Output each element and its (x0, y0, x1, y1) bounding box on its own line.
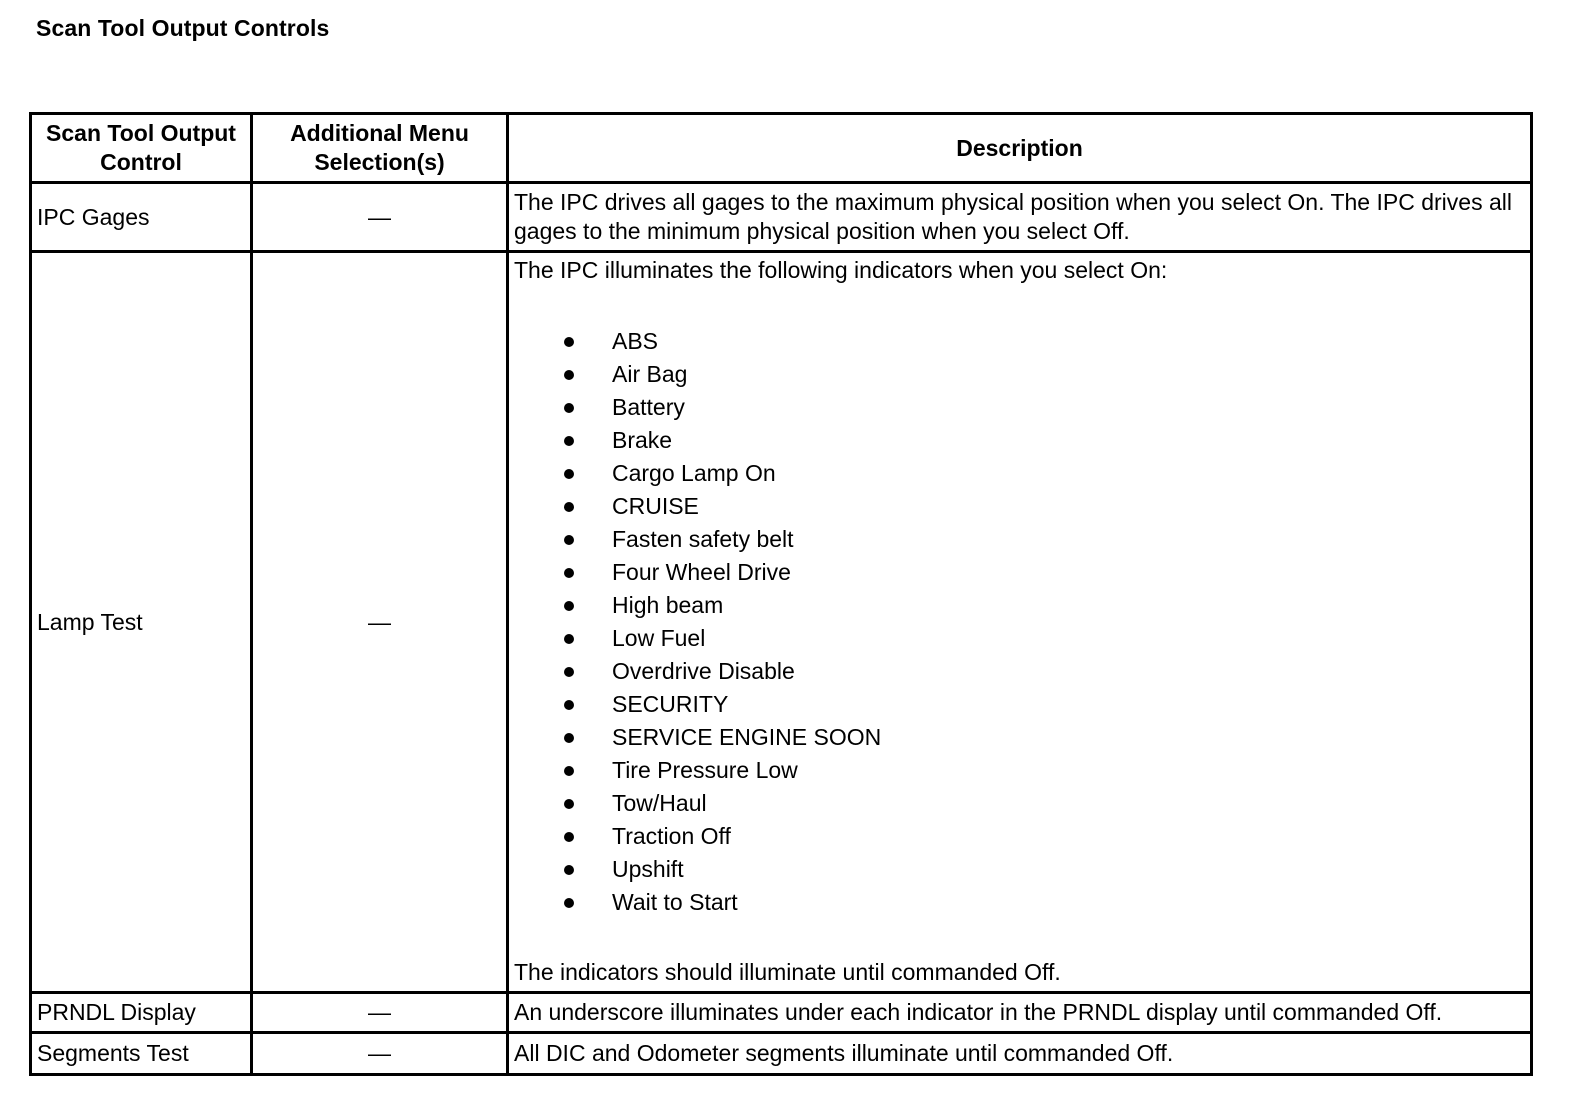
bullet-icon (564, 667, 574, 677)
header-control: Scan Tool Output Control (31, 114, 252, 183)
indicator-label: Overdrive Disable (612, 658, 795, 684)
control-cell: IPC Gages (31, 183, 252, 252)
list-item (514, 556, 1524, 589)
bullet-icon (564, 502, 574, 512)
indicator-label: High beam (612, 592, 724, 618)
list-item (514, 325, 1524, 358)
lamp-test-outro: The indicators should illuminate until commanded Off. (514, 959, 1061, 985)
lamp-test-intro: The IPC illuminates the following indicators when you select On: (514, 257, 1168, 283)
menu-cell: — (252, 183, 508, 252)
description-cell: An underscore illuminates under each indicator in the PRNDL display until commanded Off. (508, 993, 1532, 1033)
bullet-icon (564, 832, 574, 842)
page-title: Scan Tool Output Controls (36, 15, 330, 41)
bullet-icon (564, 370, 574, 380)
table-row (31, 183, 1532, 252)
bullet-icon (564, 700, 574, 710)
indicator-label: SERVICE ENGINE SOON (612, 724, 882, 750)
control-cell: Lamp Test (31, 252, 252, 993)
indicator-label: Cargo Lamp On (612, 460, 776, 486)
indicator-label: Battery (612, 394, 685, 420)
bullet-icon (564, 403, 574, 413)
header-menu-selections: Additional Menu Selection(s) (252, 114, 508, 183)
table-row (31, 993, 1532, 1033)
description-cell: The IPC drives all gages to the maximum physical position when you select On. The IPC drives all gages to the minimum physical position when you select Off. (508, 183, 1532, 252)
list-item (514, 688, 1524, 721)
output-controls-table (29, 112, 1533, 1076)
description-cell (508, 252, 1532, 993)
indicator-label: Traction Off (612, 823, 731, 849)
indicator-label: Brake (612, 427, 673, 453)
indicator-label: SECURITY (612, 691, 729, 717)
indicator-label: Air Bag (612, 361, 688, 387)
bullet-icon (564, 733, 574, 743)
list-item (514, 820, 1524, 853)
indicator-label: Fasten safety belt (612, 526, 794, 552)
indicator-label: Low Fuel (612, 625, 706, 651)
list-item (514, 391, 1524, 424)
bullet-icon (564, 436, 574, 446)
bullet-icon (564, 898, 574, 908)
bullet-icon (564, 865, 574, 875)
list-item (514, 523, 1524, 556)
control-cell: PRNDL Display (31, 993, 252, 1033)
indicator-list (514, 325, 1524, 919)
menu-cell: — (252, 993, 508, 1033)
bullet-icon (564, 601, 574, 611)
list-item (514, 589, 1524, 622)
header-description: Description (508, 114, 1532, 183)
list-item (514, 655, 1524, 688)
list-item (514, 721, 1524, 754)
list-item (514, 622, 1524, 655)
description-cell: All DIC and Odometer segments illuminate until commanded Off. (508, 1033, 1532, 1075)
table-row (31, 1033, 1532, 1075)
list-item (514, 457, 1524, 490)
indicator-label: CRUISE (612, 493, 699, 519)
indicator-label: Four Wheel Drive (612, 559, 791, 585)
list-item (514, 490, 1524, 523)
bullet-icon (564, 634, 574, 644)
bullet-icon (564, 337, 574, 347)
bullet-icon (564, 469, 574, 479)
list-item (514, 424, 1524, 457)
menu-cell: — (252, 252, 508, 993)
list-item (514, 886, 1524, 919)
list-item (514, 853, 1524, 886)
table-row (31, 252, 1532, 993)
bullet-icon (564, 766, 574, 776)
list-item (514, 787, 1524, 820)
list-item (514, 754, 1524, 787)
indicator-label: Upshift (612, 856, 684, 882)
indicator-label: Tire Pressure Low (612, 757, 798, 783)
control-cell: Segments Test (31, 1033, 252, 1075)
table-header-row (31, 114, 1532, 183)
list-item (514, 358, 1524, 391)
bullet-icon (564, 799, 574, 809)
indicator-label: ABS (612, 328, 659, 354)
indicator-label: Wait to Start (612, 889, 738, 915)
bullet-icon (564, 568, 574, 578)
indicator-label: Tow/Haul (612, 790, 707, 816)
menu-cell: — (252, 1033, 508, 1075)
bullet-icon (564, 535, 574, 545)
